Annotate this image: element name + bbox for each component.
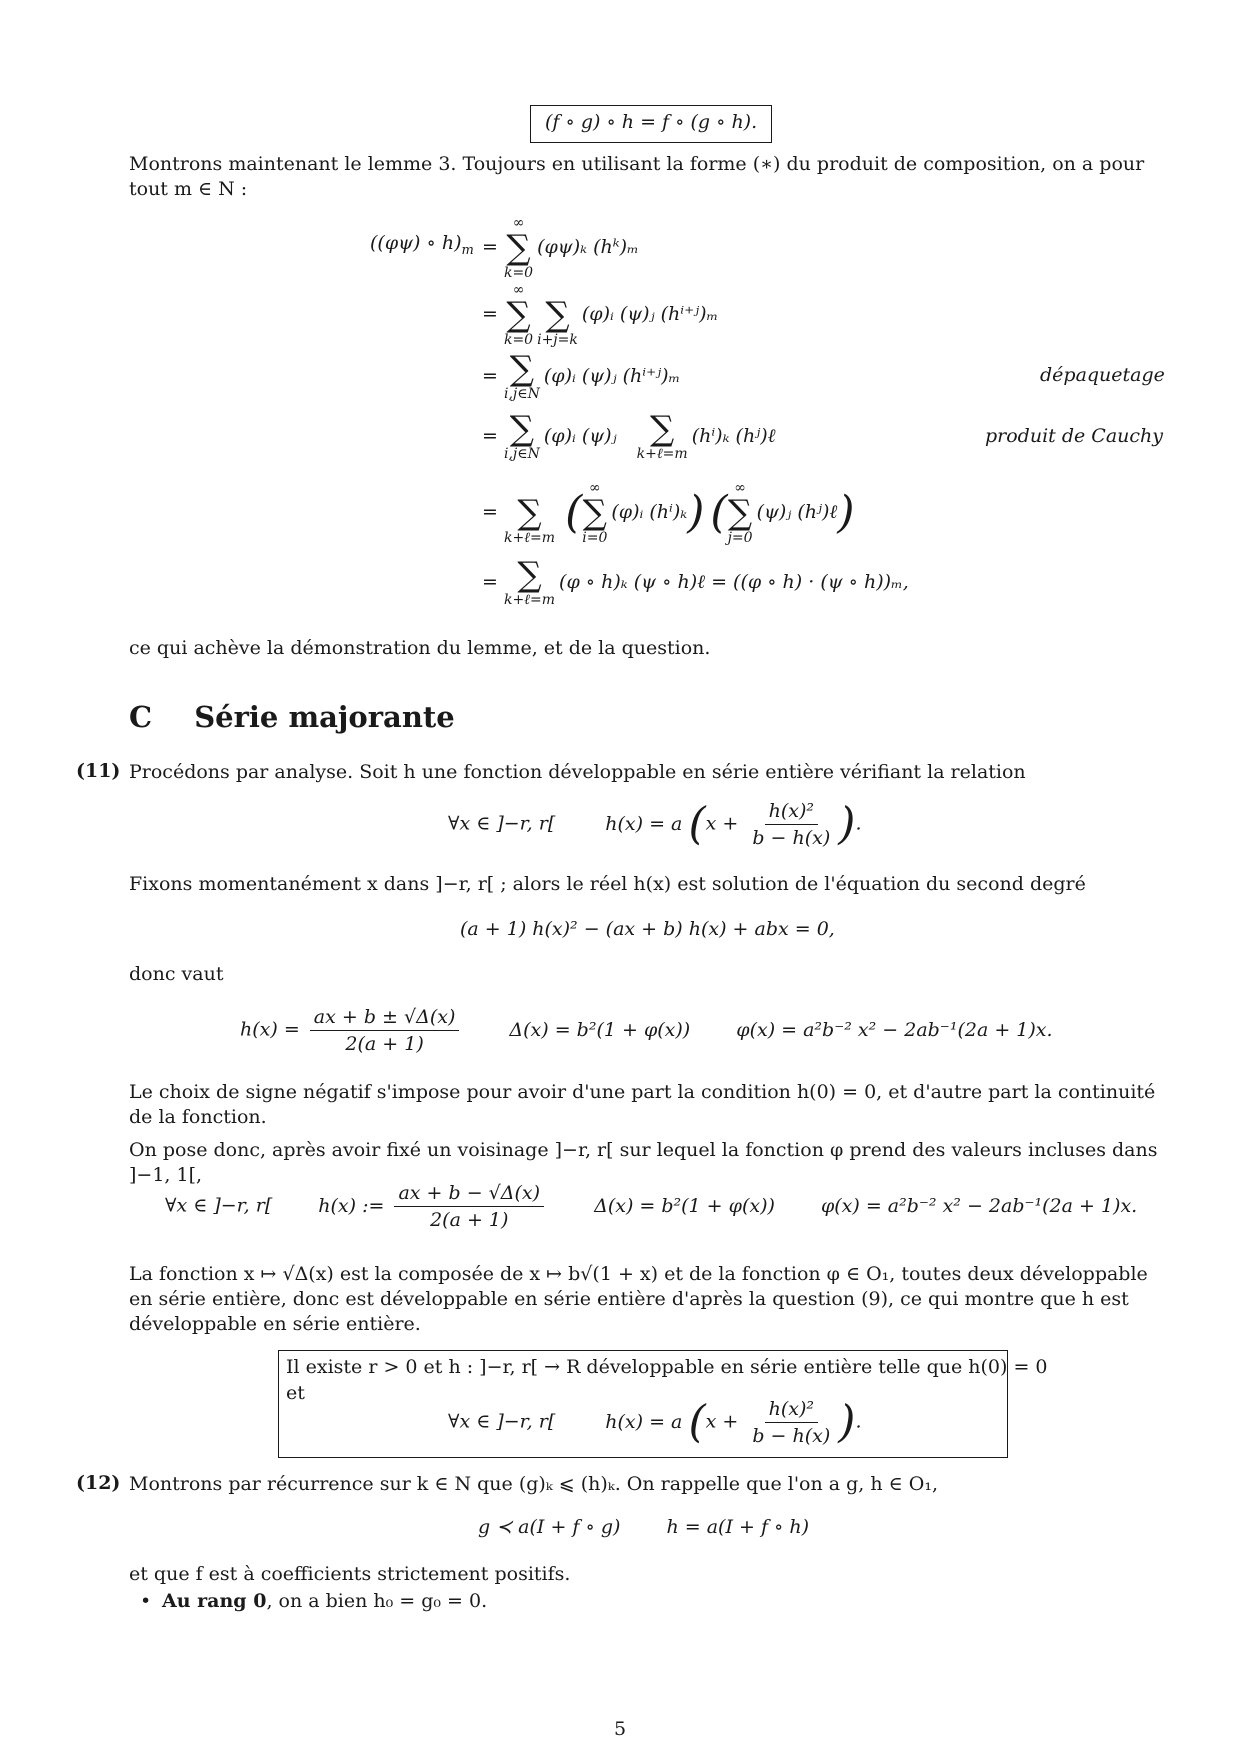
sum-lower: i+j=k (537, 332, 578, 348)
sum-symbol: ∞ ∑ i=0 (582, 480, 608, 546)
eq-delta: Δ(x) = b²(1 + φ(x)) (594, 1194, 775, 1217)
eq-lhs: h(x) = a (605, 1410, 683, 1433)
calc-row3: = ∑ i,j∈N (φ)ᵢ (ψ)ⱼ (hⁱ⁺ʲ)ₘ (482, 349, 681, 402)
eq-relation-g: g ≺ a(I + f ∘ g) (478, 1516, 621, 1538)
q11-box-line1: Il existe r > 0 et h : ]−r, r[ → R développable en série entière telle que h(0) = 0 (286, 1356, 1048, 1378)
sum-symbol: ∞ ∑ k=0 (503, 282, 534, 348)
sum-symbol: ∑ i,j∈N (503, 349, 540, 402)
sum-upper: ∞ (588, 480, 601, 496)
sum-upper: ∞ (734, 480, 746, 496)
calc-row2-expr: (φ)ᵢ (ψ)ⱼ (hⁱ⁺ʲ)ₘ (581, 303, 719, 325)
eq-lhs: h(x) = a (605, 812, 683, 835)
fraction-num: ax + b − √Δ(x) (394, 1182, 544, 1207)
q11-paragraph-3: donc vaut (129, 963, 224, 985)
fraction-den: b − h(x) (752, 1425, 831, 1447)
calc-row5-expr-b: (ψ)ⱼ (hʲ)ℓ (756, 501, 838, 523)
sum-lower: k+ℓ=m (636, 446, 688, 462)
sum-symbol: ∞ ∑ j=0 (727, 480, 753, 546)
q11-paragraph-6: La fonction x ↦ √Δ(x) est la composée de x ↦ b√(1 + x) et de la fonction φ ∈ O₁, toutes deux développable en série entière, donc est développable en série entière d'après la question (9), ce qui montre que h est développable en série entière. (129, 1263, 1148, 1335)
q11-box-line2: et (286, 1382, 305, 1404)
calc-conclusion: ce qui achève la démonstration du lemme, et de la question. (129, 637, 711, 659)
fraction (748, 800, 834, 849)
eq-term: x + (705, 812, 739, 835)
question-number-11: (11) (76, 760, 121, 782)
sum-symbol: ∑ k+ℓ=m (503, 493, 556, 546)
label-depaquetage: dépaquetage (1040, 364, 1165, 386)
calc-row2: = ∞ ∑ k=0 ∑ i+j=k (φ)ᵢ (ψ)ⱼ (hⁱ⁺ʲ)ₘ (482, 282, 719, 348)
sum-lower: i,j∈N (503, 446, 540, 462)
q11-equation-4 (165, 1182, 1137, 1231)
calc-row6: = ∑ k+ℓ=m (φ ∘ h)ₖ (ψ ∘ h)ℓ = ((φ ∘ h) · (ψ ∘ h))ₘ, (482, 555, 909, 608)
calc-row1: = ∞ ∑ k=0 (φψ)ₖ (hᵏ)ₘ (482, 215, 639, 281)
eq-quantifier: ∀x ∈ ]−r, r[ (165, 1194, 273, 1217)
lemma3-intro: Montrons maintenant le lemme 3. Toujours en utilisant la forme (∗) du produit de composition, on a pour tout m ∈ N : (129, 153, 1145, 200)
sum-lower: k=0 (503, 265, 534, 281)
eq-relation-h: h = a(I + f ∘ h) (666, 1516, 810, 1538)
q11-paragraph-2: Fixons momentanément x dans ]−r, r[ ; alors le réel h(x) est solution de l'équation du second degré (129, 873, 1086, 895)
bullet-bold: Au rang 0 (162, 1590, 267, 1612)
section-title: Série majorante (194, 700, 455, 734)
sum-lower: i,j∈N (503, 386, 540, 402)
q11-paragraph-4: Le choix de signe négatif s'impose pour avoir d'une part la condition h(0) = 0, et d'autre part la continuité de la fonction. (129, 1081, 1156, 1128)
q12-paragraph-1: Montrons par récurrence sur k ∈ N que (g)ₖ ⩽ (h)ₖ. On rappelle que l'on a g, h ∈ O₁, (129, 1473, 938, 1495)
section-letter: C (129, 700, 153, 734)
eq-lhs: h(x) = (240, 1018, 300, 1041)
page-number: 5 (614, 1718, 627, 1740)
fraction-den: b − h(x) (752, 827, 831, 849)
sum-upper: ∞ (512, 215, 525, 231)
label-produit-cauchy: produit de Cauchy (985, 425, 1163, 447)
q11-paragraph-1: Procédons par analyse. Soit h une fonction développable en série entière vérifiant la relation (129, 761, 1026, 783)
calc-row1-expr: (φψ)ₖ (hᵏ)ₘ (537, 236, 639, 258)
eq-delta: Δ(x) = b²(1 + φ(x)) (509, 1018, 691, 1041)
eq-quantifier: ∀x ∈ ]−r, r[ (448, 1410, 556, 1433)
sum-lower: j=0 (727, 530, 753, 546)
bullet-rest: , on a bien h₀ = g₀ = 0. (266, 1590, 488, 1612)
calc-row3-expr: (φ)ᵢ (ψ)ⱼ (hⁱ⁺ʲ)ₘ (543, 365, 681, 387)
eq-phi: φ(x) = a²b⁻² x² − 2ab⁻¹(2a + 1)x. (736, 1018, 1053, 1041)
q11-equation-2: (a + 1) h(x)² − (ax + b) h(x) + abx = 0, (460, 918, 835, 940)
fraction (748, 1398, 834, 1447)
q12-equation-1 (478, 1516, 809, 1538)
calc-row4-expr: (φ)ᵢ (ψ)ⱼ (543, 425, 617, 447)
fraction-den: 2(a + 1) (430, 1209, 509, 1231)
eq-lhs: h(x) := (318, 1194, 385, 1217)
q11-equation-1: ∀x ∈ ]−r, r[ h(x) = a (x + $\frac{\text{h(x)²}}{b - h(x)}$ ). (448, 798, 862, 850)
bullet-marker: • (140, 1590, 152, 1612)
fraction-num: h(x)² (765, 800, 818, 825)
sum-symbol: ∑ k+ℓ=m (636, 409, 688, 462)
fraction-num: ax + b ± √Δ(x) (310, 1006, 460, 1031)
sum-lower: i=0 (582, 530, 608, 546)
fraction (394, 1182, 544, 1231)
calc-row6-expr: (φ ∘ h)ₖ (ψ ∘ h)ℓ = ((φ ∘ h) · (ψ ∘ h))ₘ, (559, 571, 909, 593)
sum-symbol: ∑ i+j=k (537, 295, 578, 348)
section-heading (129, 700, 455, 734)
sum-symbol: ∑ i,j∈N (503, 409, 540, 462)
eq-quantifier: ∀x ∈ ]−r, r[ (448, 812, 556, 835)
q11-paragraph-5: On pose donc, après avoir fixé un voisinage ]−r, r[ sur lequel la fonction φ prend des valeurs incluses dans ]−1, 1[, (129, 1139, 1158, 1186)
q11-equation-3 (240, 1006, 1053, 1055)
q12-bullet-item (162, 1590, 487, 1612)
sum-lower: k+ℓ=m (503, 530, 556, 546)
sum-upper: ∞ (512, 282, 525, 298)
calc-row4-expr-b: (hⁱ)ₖ (hʲ)ℓ (691, 425, 776, 447)
calc-lhs-sub: m (461, 242, 474, 258)
calc-lhs-text: ((φψ) ∘ h) (370, 232, 462, 254)
fraction (310, 1006, 460, 1055)
q11-box-equation: ∀x ∈ ]−r, r[ h(x) = a (x + $\frac{\text{h(x)²}}{b - h(x)}$ ). (448, 1396, 862, 1448)
q12-paragraph-2: et que f est à coefficients strictement positifs. (129, 1563, 571, 1585)
fraction-den: 2(a + 1) (345, 1033, 424, 1055)
sum-lower: k+ℓ=m (503, 592, 556, 608)
question-number-12: (12) (76, 1472, 121, 1494)
calc-row4: = ∑ i,j∈N (φ)ᵢ (ψ)ⱼ ∑ k+ℓ=m (hⁱ)ₖ (hʲ)ℓ (482, 409, 776, 462)
sum-lower: k=0 (503, 332, 534, 348)
sum-symbol: ∞ ∑ k=0 (503, 215, 534, 281)
eq-term: x + (705, 1410, 739, 1433)
calc-row5: = ∑ k+ℓ=m ( ∞ ∑ i=0 (φ)ᵢ (hⁱ)ₖ) ( ∞ ∑ j=0 (ψ)ⱼ (hʲ)ℓ) (482, 480, 855, 546)
calc-row5-expr-a: (φ)ᵢ (hⁱ)ₖ (611, 501, 688, 523)
boxed-result-text: (f ∘ g) ∘ h = f ∘ (g ∘ h). (545, 111, 758, 133)
eq-phi: φ(x) = a²b⁻² x² − 2ab⁻¹(2a + 1)x. (820, 1194, 1138, 1217)
fraction-num: h(x)² (765, 1398, 818, 1423)
calc-lhs (370, 232, 474, 258)
sum-symbol: ∑ k+ℓ=m (503, 555, 556, 608)
